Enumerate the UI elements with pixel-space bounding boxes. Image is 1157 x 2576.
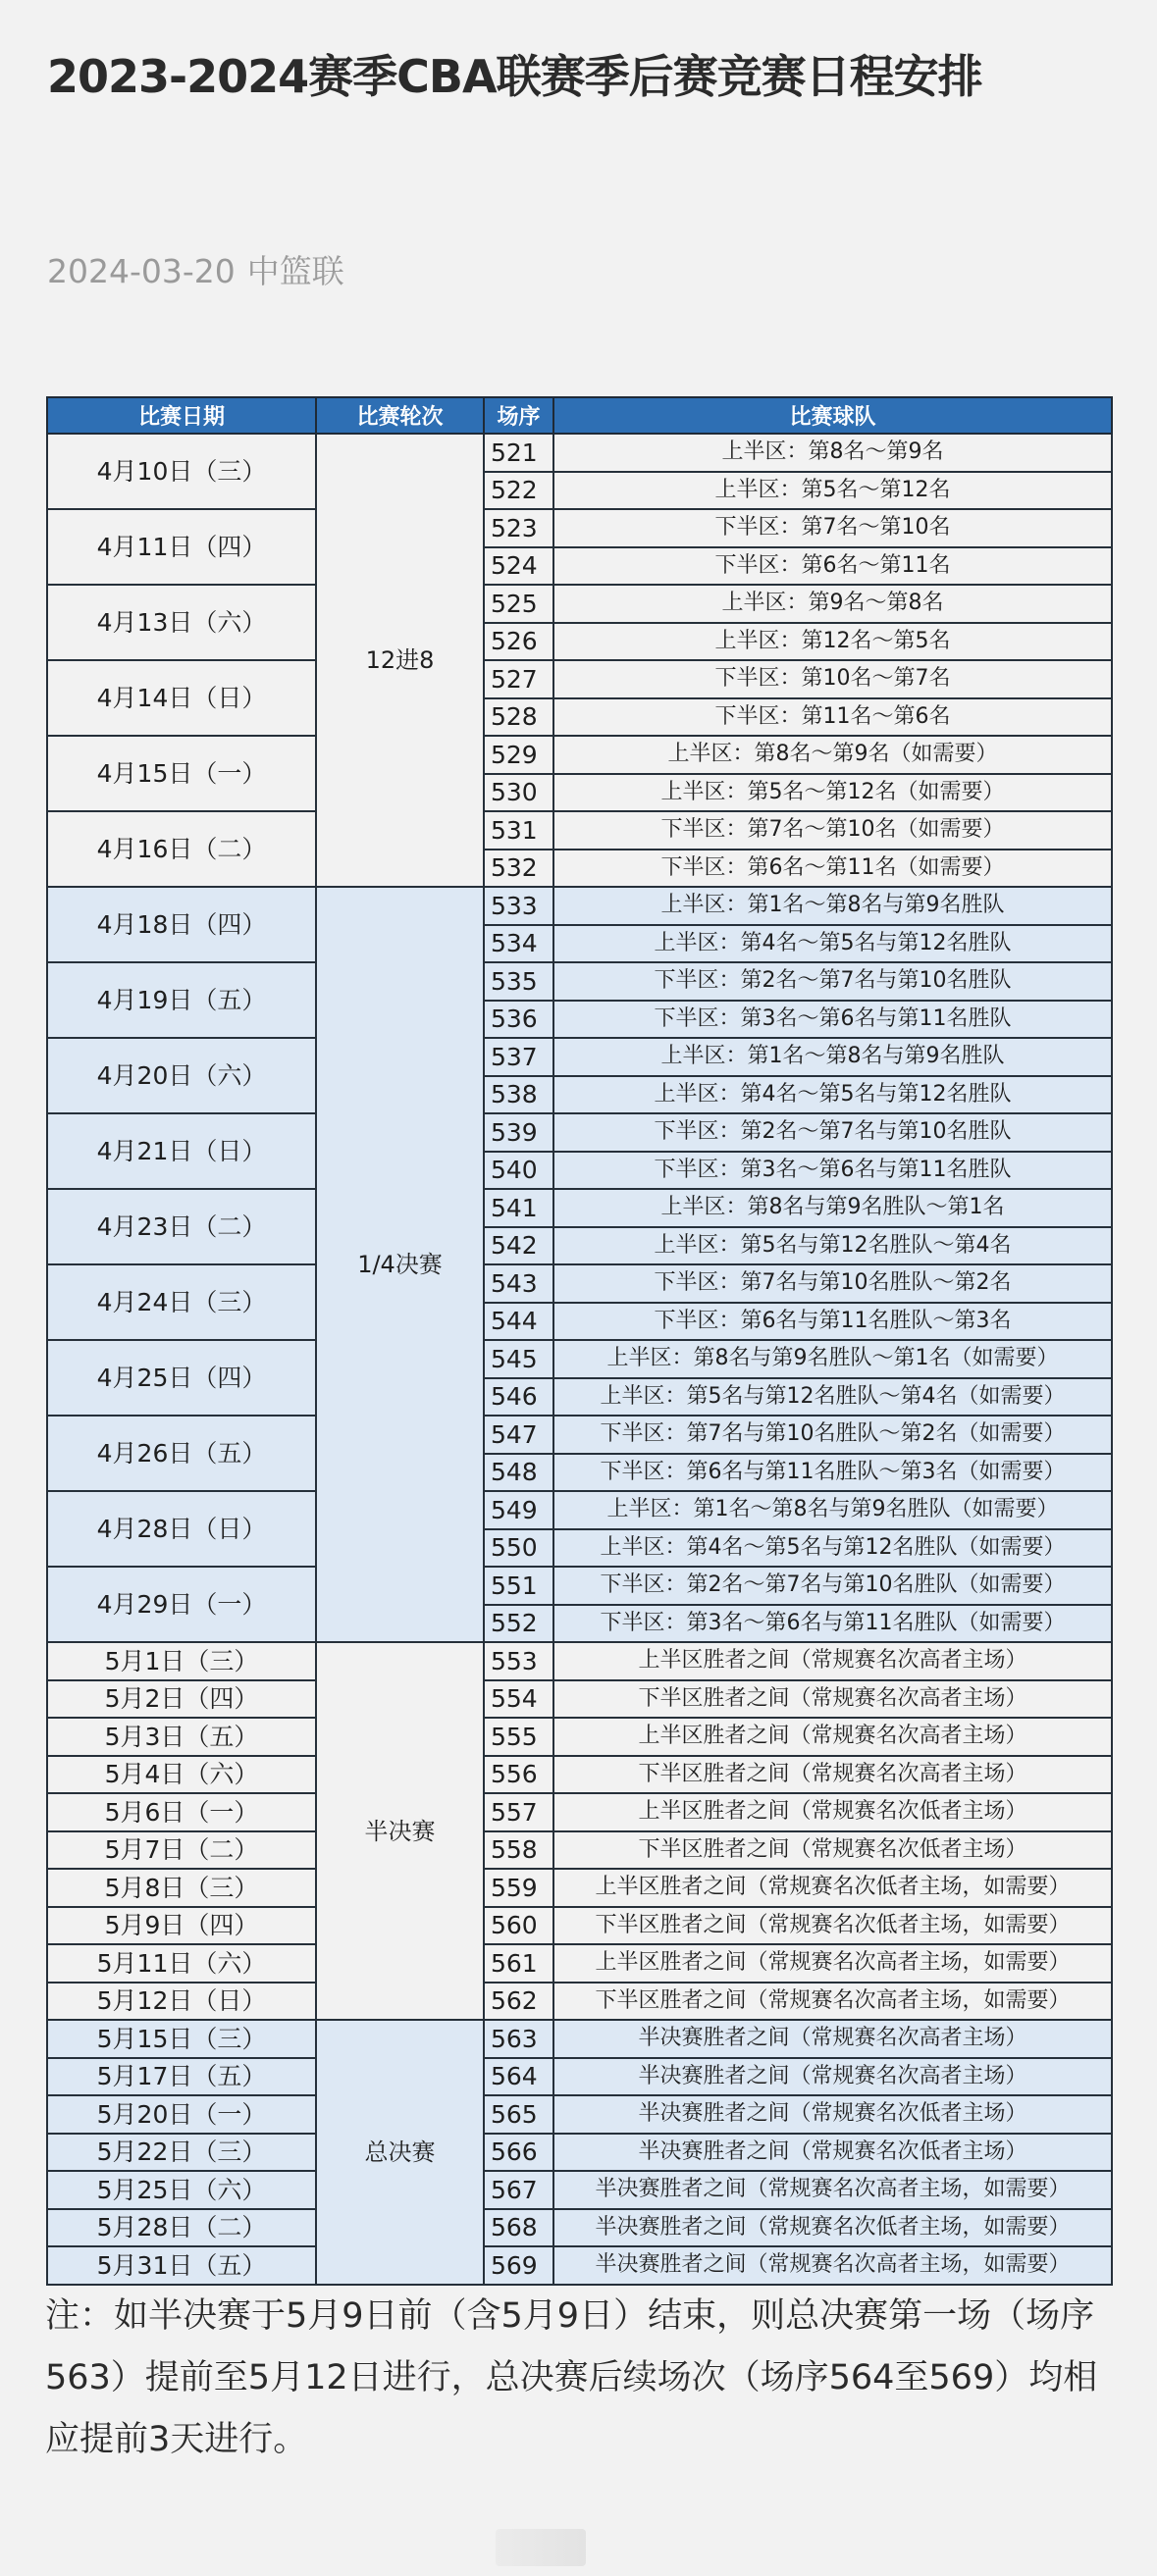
cell-seq: 540	[484, 1152, 553, 1190]
cell-seq: 533	[484, 887, 553, 925]
cell-seq: 569	[484, 2246, 553, 2285]
cell-seq: 522	[484, 472, 553, 510]
cell-seq: 551	[484, 1567, 553, 1605]
cell-round: 总决赛	[316, 2020, 484, 2285]
cell-teams: 上半区胜者之间（常规赛名次高者主场，如需要）	[553, 1944, 1112, 1983]
table-row	[47, 736, 1112, 774]
cell-teams: 上半区：第4名～第5名与第12名胜队	[553, 1076, 1112, 1114]
cell-date: 5月8日（三）	[47, 1869, 316, 1907]
cell-teams: 下半区胜者之间（常规赛名次低者主场）	[553, 1831, 1112, 1870]
cell-date: 5月1日（三）	[47, 1642, 316, 1680]
cell-teams: 上半区：第4名～第5名与第12名胜队（如需要）	[553, 1529, 1112, 1568]
table-row	[47, 585, 1112, 623]
cell-seq: 537	[484, 1038, 553, 1076]
cell-teams: 下半区：第2名～第7名与第10名胜队	[553, 1113, 1112, 1152]
cell-date: 5月15日（三）	[47, 2020, 316, 2058]
table-row	[47, 1907, 1112, 1945]
table-row	[47, 1264, 1112, 1303]
cell-date: 5月28日（二）	[47, 2209, 316, 2247]
cell-seq: 539	[484, 1113, 553, 1152]
header-round: 比赛轮次	[316, 397, 484, 434]
cell-seq: 559	[484, 1869, 553, 1907]
cell-teams: 上半区胜者之间（常规赛名次高者主场）	[553, 1642, 1112, 1680]
table-row	[47, 1869, 1112, 1907]
cell-seq: 527	[484, 660, 553, 698]
cell-seq: 528	[484, 698, 553, 737]
cell-teams: 上半区：第1名～第8名与第9名胜队	[553, 1038, 1112, 1076]
table-row	[47, 660, 1112, 698]
table-row	[47, 1793, 1112, 1831]
cell-seq: 560	[484, 1907, 553, 1945]
table-row	[47, 1491, 1112, 1529]
cell-round: 半决赛	[316, 1642, 484, 2020]
table-row	[47, 1189, 1112, 1227]
cell-date: 4月15日（一）	[47, 736, 316, 811]
cell-teams: 下半区：第7名与第10名胜队～第2名（如需要）	[553, 1416, 1112, 1454]
cell-seq: 556	[484, 1756, 553, 1794]
cell-date: 5月22日（三）	[47, 2134, 316, 2172]
cell-teams: 下半区胜者之间（常规赛名次低者主场，如需要）	[553, 1907, 1112, 1945]
cell-round: 1/4决赛	[316, 887, 484, 1642]
table-row	[47, 1642, 1112, 1680]
cell-teams: 上半区：第8名与第9名胜队～第1名	[553, 1189, 1112, 1227]
table-row	[47, 2058, 1112, 2096]
cell-date: 4月23日（二）	[47, 1189, 316, 1264]
cell-seq: 548	[484, 1454, 553, 1492]
cell-date: 4月16日（二）	[47, 811, 316, 887]
table-row	[47, 887, 1112, 925]
cell-seq: 523	[484, 509, 553, 547]
cell-seq: 529	[484, 736, 553, 774]
cell-seq: 538	[484, 1076, 553, 1114]
cell-teams: 半决赛胜者之间（常规赛名次低者主场）	[553, 2134, 1112, 2172]
article-title: 2023-2024赛季CBA联赛季后赛竞赛日程安排	[47, 50, 982, 103]
header-teams: 比赛球队	[553, 397, 1112, 434]
cell-teams: 下半区：第6名与第11名胜队～第3名（如需要）	[553, 1454, 1112, 1492]
cell-teams: 下半区：第7名与第10名胜队～第2名	[553, 1264, 1112, 1303]
cell-seq: 557	[484, 1793, 553, 1831]
cell-date: 4月28日（日）	[47, 1491, 316, 1567]
cell-teams: 上半区：第1名～第8名与第9名胜队（如需要）	[553, 1491, 1112, 1529]
cell-seq: 545	[484, 1340, 553, 1378]
cell-teams: 上半区：第8名与第9名胜队～第1名（如需要）	[553, 1340, 1112, 1378]
cell-teams: 下半区：第2名～第7名与第10名胜队	[553, 962, 1112, 1001]
cell-date: 5月7日（二）	[47, 1831, 316, 1870]
cell-seq: 561	[484, 1944, 553, 1983]
cell-date: 4月13日（六）	[47, 585, 316, 660]
cell-teams: 半决赛胜者之间（常规赛名次高者主场）	[553, 2058, 1112, 2096]
cell-date: 5月4日（六）	[47, 1756, 316, 1794]
cell-seq: 531	[484, 811, 553, 850]
cell-teams: 下半区：第3名～第6名与第11名胜队（如需要）	[553, 1605, 1112, 1643]
cell-teams: 上半区：第9名～第8名	[553, 585, 1112, 623]
cell-teams: 上半区胜者之间（常规赛名次低者主场，如需要）	[553, 1869, 1112, 1907]
table-row	[47, 1718, 1112, 1756]
cell-seq: 534	[484, 925, 553, 963]
table-row	[47, 1983, 1112, 2021]
table-row	[47, 2246, 1112, 2285]
table-row	[47, 2171, 1112, 2209]
cell-teams: 下半区：第10名～第7名	[553, 660, 1112, 698]
cell-seq: 530	[484, 774, 553, 812]
cell-date: 5月12日（日）	[47, 1983, 316, 2021]
cell-date: 5月20日（一）	[47, 2095, 316, 2134]
cell-date: 4月24日（三）	[47, 1264, 316, 1340]
cell-teams: 上半区：第8名～第9名（如需要）	[553, 736, 1112, 774]
header-date: 比赛日期	[47, 397, 316, 434]
table-header-row	[47, 397, 1112, 434]
cell-seq: 543	[484, 1264, 553, 1303]
cell-seq: 552	[484, 1605, 553, 1643]
cell-seq: 525	[484, 585, 553, 623]
cell-seq: 526	[484, 623, 553, 661]
schedule-body	[47, 434, 1112, 2285]
watermark-logo	[496, 2529, 586, 2566]
cell-teams: 上半区：第5名～第12名（如需要）	[553, 774, 1112, 812]
cell-date: 5月11日（六）	[47, 1944, 316, 1983]
cell-seq: 558	[484, 1831, 553, 1870]
cell-teams: 上半区：第5名～第12名	[553, 472, 1112, 510]
cell-teams: 下半区：第2名～第7名与第10名胜队（如需要）	[553, 1567, 1112, 1605]
cell-teams: 上半区：第8名～第9名	[553, 434, 1112, 472]
cell-date: 4月29日（一）	[47, 1567, 316, 1642]
table-row	[47, 1756, 1112, 1794]
cell-seq: 568	[484, 2209, 553, 2247]
cell-date: 4月20日（六）	[47, 1038, 316, 1113]
cell-date: 5月3日（五）	[47, 1718, 316, 1756]
article-meta	[47, 247, 356, 296]
cell-date: 5月17日（五）	[47, 2058, 316, 2096]
cell-teams: 下半区胜者之间（常规赛名次高者主场，如需要）	[553, 1983, 1112, 2021]
table-row	[47, 1680, 1112, 1719]
cell-round: 12进8	[316, 434, 484, 887]
cell-seq: 562	[484, 1983, 553, 2021]
cell-date: 4月10日（三）	[47, 434, 316, 509]
cell-date: 4月14日（日）	[47, 660, 316, 736]
cell-teams: 下半区：第6名～第11名（如需要）	[553, 850, 1112, 888]
publish-date: 2024-03-20	[47, 252, 236, 290]
cell-teams: 半决赛胜者之间（常规赛名次高者主场，如需要）	[553, 2246, 1112, 2285]
cell-teams: 下半区：第3名～第6名与第11名胜队	[553, 1001, 1112, 1039]
cell-seq: 524	[484, 547, 553, 586]
cell-teams: 半决赛胜者之间（常规赛名次高者主场）	[553, 2020, 1112, 2058]
table-row	[47, 962, 1112, 1001]
cell-teams: 下半区：第6名～第11名	[553, 547, 1112, 586]
table-row	[47, 2209, 1112, 2247]
cell-seq: 567	[484, 2171, 553, 2209]
cell-seq: 549	[484, 1491, 553, 1529]
source-name: 中篮联	[246, 252, 344, 290]
cell-teams: 半决赛胜者之间（常规赛名次高者主场，如需要）	[553, 2171, 1112, 2209]
cell-date: 4月11日（四）	[47, 509, 316, 585]
cell-date: 4月26日（五）	[47, 1416, 316, 1491]
table-row	[47, 1416, 1112, 1454]
cell-teams: 下半区：第11名～第6名	[553, 698, 1112, 737]
cell-seq: 555	[484, 1718, 553, 1756]
cell-date: 5月25日（六）	[47, 2171, 316, 2209]
cell-seq: 541	[484, 1189, 553, 1227]
table-row	[47, 1831, 1112, 1870]
footnote: 注：如半决赛于5月9日前（含5月9日）结束，则总决赛第一场（场序563）提前至5月12日进行，总决赛后续场次（场序564至569）均相应提前3天进行。	[45, 2296, 1098, 2459]
cell-teams: 下半区：第7名～第10名（如需要）	[553, 811, 1112, 850]
cell-teams: 半决赛胜者之间（常规赛名次低者主场，如需要）	[553, 2209, 1112, 2247]
cell-seq: 521	[484, 434, 553, 472]
table-row	[47, 811, 1112, 850]
cell-seq: 565	[484, 2095, 553, 2134]
cell-teams: 上半区：第1名～第8名与第9名胜队	[553, 887, 1112, 925]
cell-teams: 下半区：第6名与第11名胜队～第3名	[553, 1303, 1112, 1341]
cell-teams: 上半区胜者之间（常规赛名次高者主场）	[553, 1718, 1112, 1756]
cell-date: 4月18日（四）	[47, 887, 316, 962]
schedule-table	[46, 396, 1113, 2286]
table-row	[47, 2020, 1112, 2058]
cell-seq: 532	[484, 850, 553, 888]
cell-seq: 536	[484, 1001, 553, 1039]
cell-date: 5月9日（四）	[47, 1907, 316, 1945]
cell-seq: 546	[484, 1378, 553, 1417]
table-row	[47, 2095, 1112, 2134]
cell-seq: 535	[484, 962, 553, 1001]
cell-teams: 下半区胜者之间（常规赛名次高者主场）	[553, 1756, 1112, 1794]
cell-seq: 554	[484, 1680, 553, 1719]
cell-teams: 下半区：第7名～第10名	[553, 509, 1112, 547]
cell-seq: 566	[484, 2134, 553, 2172]
table-row	[47, 1038, 1112, 1076]
cell-seq: 550	[484, 1529, 553, 1568]
cell-date: 5月6日（一）	[47, 1793, 316, 1831]
cell-date: 4月19日（五）	[47, 962, 316, 1038]
header-seq: 场序	[484, 397, 553, 434]
cell-teams: 上半区胜者之间（常规赛名次低者主场）	[553, 1793, 1112, 1831]
cell-date: 4月25日（四）	[47, 1340, 316, 1416]
table-row	[47, 509, 1112, 547]
table-row	[47, 1340, 1112, 1378]
cell-seq: 547	[484, 1416, 553, 1454]
table-row	[47, 1113, 1112, 1152]
cell-seq: 542	[484, 1227, 553, 1265]
cell-date: 4月21日（日）	[47, 1113, 316, 1189]
cell-date: 5月2日（四）	[47, 1680, 316, 1719]
cell-teams: 上半区：第12名～第5名	[553, 623, 1112, 661]
cell-teams: 下半区胜者之间（常规赛名次高者主场）	[553, 1680, 1112, 1719]
table-row	[47, 1567, 1112, 1605]
cell-seq: 553	[484, 1642, 553, 1680]
cell-teams: 上半区：第5名与第12名胜队～第4名（如需要）	[553, 1378, 1112, 1417]
table-row	[47, 2134, 1112, 2172]
table-row	[47, 434, 1112, 472]
cell-teams: 上半区：第4名～第5名与第12名胜队	[553, 925, 1112, 963]
cell-teams: 下半区：第3名～第6名与第11名胜队	[553, 1152, 1112, 1190]
cell-seq: 563	[484, 2020, 553, 2058]
cell-seq: 564	[484, 2058, 553, 2096]
cell-date: 5月31日（五）	[47, 2246, 316, 2285]
cell-seq: 544	[484, 1303, 553, 1341]
cell-teams: 上半区：第5名与第12名胜队～第4名	[553, 1227, 1112, 1265]
table-row	[47, 1944, 1112, 1983]
cell-teams: 半决赛胜者之间（常规赛名次低者主场）	[553, 2095, 1112, 2134]
